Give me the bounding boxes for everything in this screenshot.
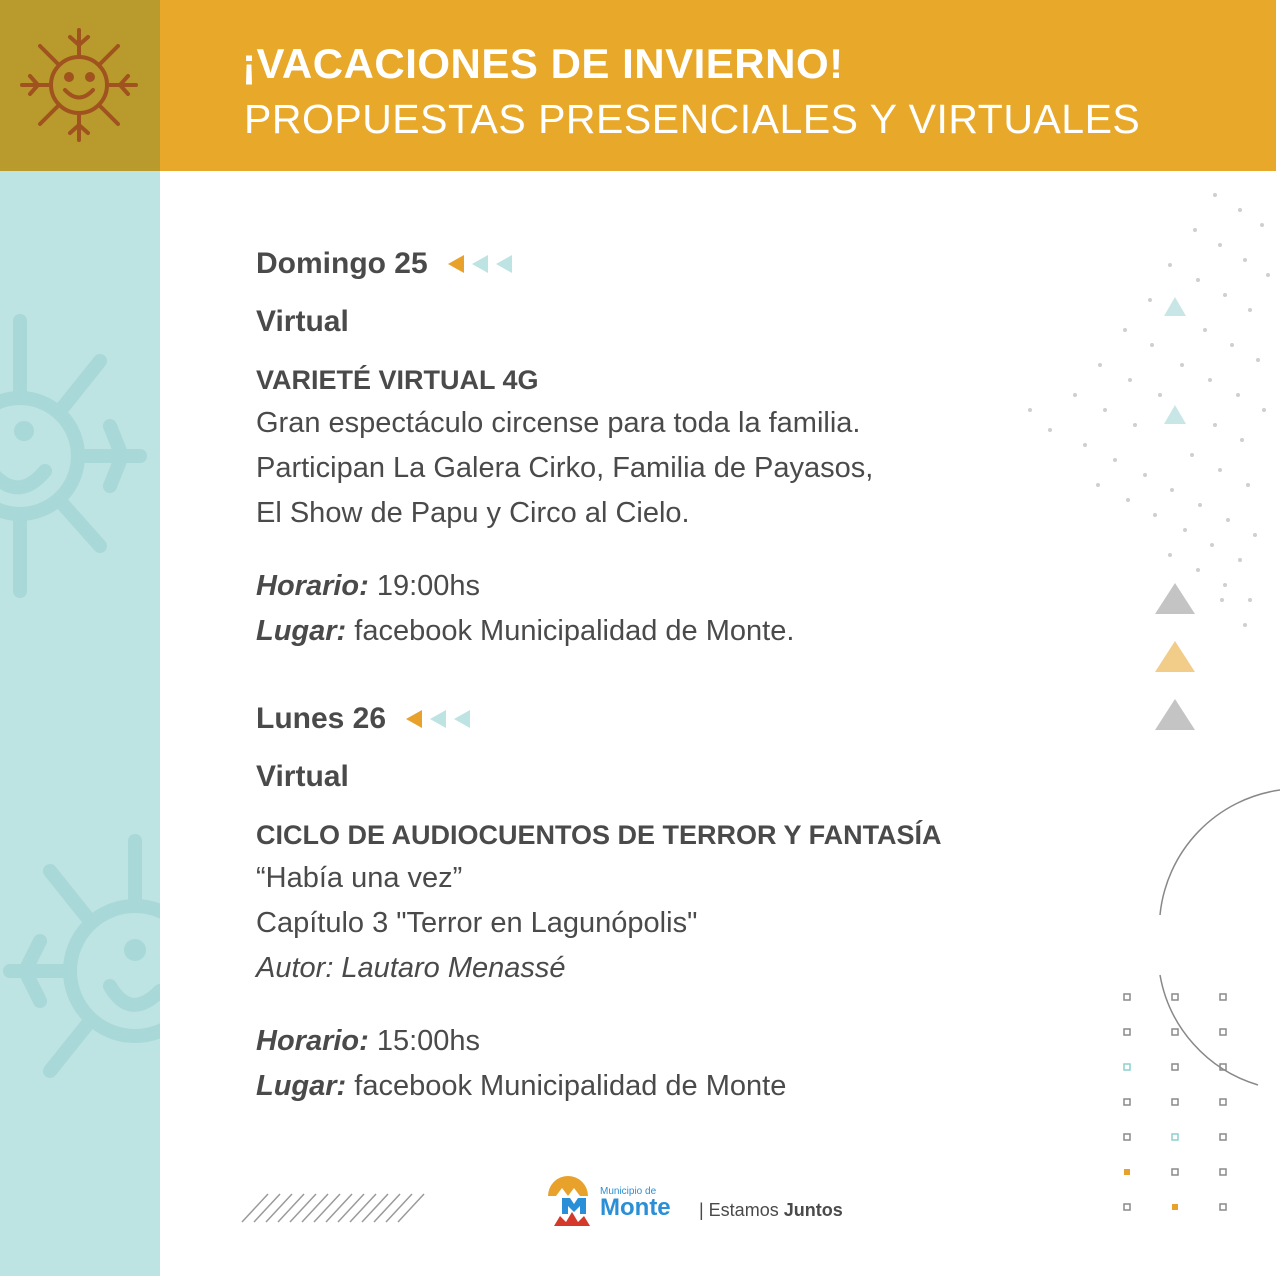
event-day [256, 702, 470, 736]
event-place: Lugar: facebook Municipalidad de Monte [256, 1070, 787, 1102]
snowflake-smiley-icon [0, 0, 160, 171]
event-day-label: Lunes 26 [256, 702, 387, 735]
event-mode: Virtual [256, 305, 349, 338]
left-decorative-strip [0, 171, 160, 1276]
snowflake-smiley-icon [0, 171, 160, 1276]
header-subtitle: PROPUESTAS PRESENCIALES Y VIRTUALES [244, 96, 1141, 142]
header-logo-box [0, 0, 160, 171]
event-mode: Virtual [256, 760, 349, 793]
event-description-line: “Había una vez” [256, 862, 463, 894]
decorative-dots-triangles [1000, 0, 1280, 1276]
event-day-label: Domingo 25 [256, 247, 428, 280]
event-description-line: Capítulo 3 "Terror en Lagunópolis" [256, 907, 698, 939]
decorative-hatch [238, 1190, 438, 1230]
arrow-left-icon [406, 710, 470, 728]
event-description-line: El Show de Papu y Circo al Cielo. [256, 497, 690, 529]
monte-logo-icon [544, 1164, 600, 1234]
arrow-left-icon [448, 255, 512, 273]
event-description-line: Participan La Galera Cirko, Familia de Payasos, [256, 452, 874, 484]
event-day [256, 247, 512, 281]
event-description-line: Gran espectáculo circense para toda la familia. [256, 407, 861, 439]
brand-name: Monte [600, 1194, 671, 1221]
header-title: ¡VACACIONES DE INVIERNO! [242, 40, 844, 87]
event-author: Autor: Lautaro Menassé [256, 952, 566, 984]
brand-tagline: | Estamos Juntos [699, 1200, 843, 1220]
event-schedule: Horario: 15:00hs [256, 1025, 481, 1057]
municipio-logo [544, 1164, 874, 1234]
event-title: CICLO DE AUDIOCUENTOS DE TERROR Y FANTASÍA [256, 820, 942, 850]
event-schedule: Horario: 19:00hs [256, 570, 481, 602]
event-title: VARIETÉ VIRTUAL 4G [256, 365, 539, 395]
brand-small-text: Municipio de [600, 1186, 657, 1197]
event-place: Lugar: facebook Municipalidad de Monte. [256, 615, 795, 647]
